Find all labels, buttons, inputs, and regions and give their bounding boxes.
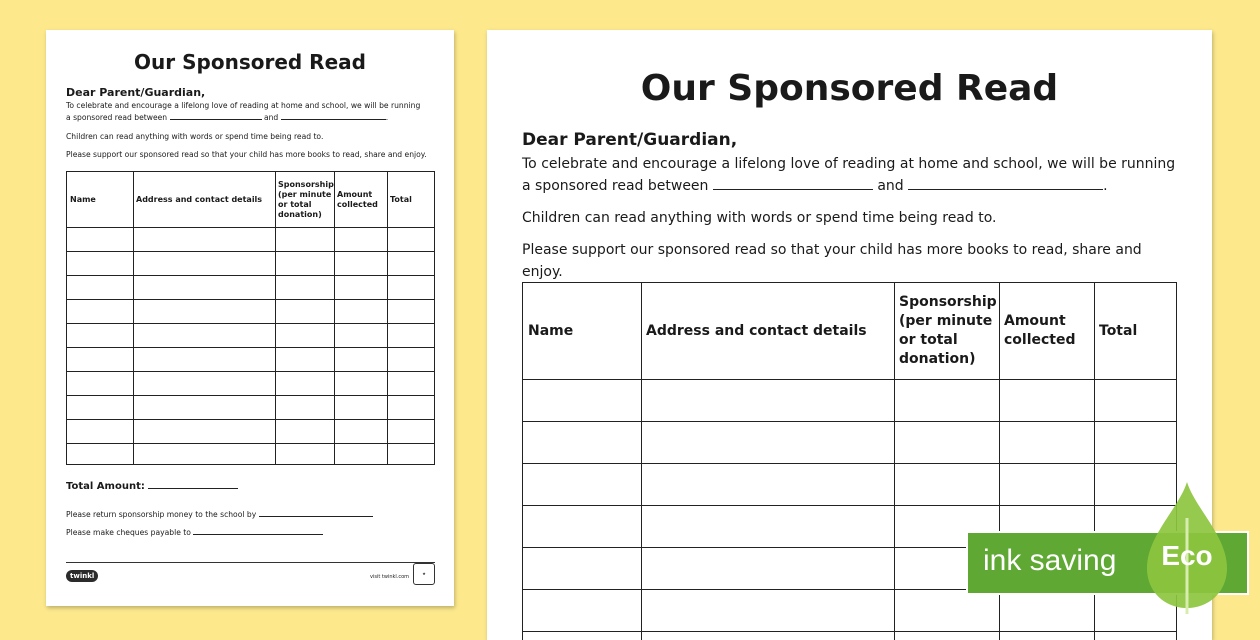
worksheet-intro-prefix: a sponsored read between <box>522 178 709 194</box>
worksheet-title: Our Sponsored Read <box>640 68 1059 109</box>
thumbnail-header-total: Total <box>390 194 412 204</box>
thumbnail-cheques-blank <box>193 534 323 535</box>
header-name: Name <box>528 322 574 339</box>
thumbnail-header-name: Name <box>70 194 96 204</box>
thumbnail-cheques-line <box>66 528 323 537</box>
thumbnail-children-line: Children can read anything with words or spend time being read to. <box>66 132 324 141</box>
thumbnail-footer-divider <box>66 562 435 563</box>
worksheet-intro-end: . <box>1103 178 1108 194</box>
twinkl-logo: twinkl <box>66 570 98 582</box>
worksheet-support-line: Please support our sponsored read so that your child has more books to read, share and enjoy. <box>522 242 1142 280</box>
header-address: Address and contact details <box>646 322 867 339</box>
thumbnail-intro-line1: To celebrate and encourage a lifelong love of reading at home and school, we will be running <box>66 101 421 110</box>
quality-badge-icon: ★ <box>413 563 435 585</box>
thumbnail-sponsor-table <box>66 171 435 465</box>
worksheet-children-line: Children can read anything with words or spend time being read to. <box>522 210 997 226</box>
thumbnail-intro-line2 <box>66 112 441 123</box>
thumbnail-header-amount: Amount collected <box>337 189 378 209</box>
thumbnail-title: Our Sponsored Read <box>134 50 366 74</box>
header-amount: Amount collected <box>1004 313 1076 348</box>
thumbnail-intro-prefix: a sponsored read between <box>66 113 168 122</box>
thumbnail-date-blank-1 <box>170 119 262 120</box>
header-sponsorship: Sponsorship (per minute or total donation) <box>899 294 997 367</box>
thumbnail-total-amount-label: Total Amount: <box>66 481 145 492</box>
worksheet-intro-and: and <box>877 178 904 194</box>
thumbnail-return-blank <box>259 516 373 517</box>
thumbnail-cheques-label: Please make cheques payable to <box>66 528 191 537</box>
worksheet-greeting: Dear Parent/Guardian, <box>522 130 738 150</box>
eco-badge-label: Eco <box>1161 540 1213 571</box>
thumbnail-return-label: Please return sponsorship money to the school by <box>66 510 257 519</box>
thumbnail-total-amount <box>66 481 238 492</box>
thumbnail-total-blank <box>148 488 238 489</box>
thumbnail-intro-and: and <box>263 113 279 122</box>
ink-saving-label: ink saving <box>983 544 1117 577</box>
thumbnail-support-line: Please support our sponsored read so that your child has more books to read, share and enjoy. <box>66 150 427 159</box>
thumbnail-greeting: Dear Parent/Guardian, <box>66 86 206 99</box>
worksheet-intro-line2 <box>522 175 1182 197</box>
worksheet-date-blank-1 <box>713 189 873 190</box>
header-total: Total <box>1099 322 1138 339</box>
thumbnail-date-blank-2 <box>281 119 386 120</box>
thumbnail-return-line <box>66 510 373 519</box>
worksheet-thumbnail <box>46 30 454 606</box>
thumbnail-header-address: Address and contact details <box>136 194 263 204</box>
thumbnail-intro-end: . <box>385 113 389 122</box>
thumbnail-header-sponsorship: Sponsorship (per minute or total donation) <box>278 179 334 219</box>
visit-link: visit twinkl.com <box>370 574 410 580</box>
eco-drop-icon <box>1143 478 1231 618</box>
worksheet-intro-line1: To celebrate and encourage a lifelong love of reading at home and school, we will be running <box>522 156 1176 172</box>
worksheet-date-blank-2 <box>908 189 1103 190</box>
